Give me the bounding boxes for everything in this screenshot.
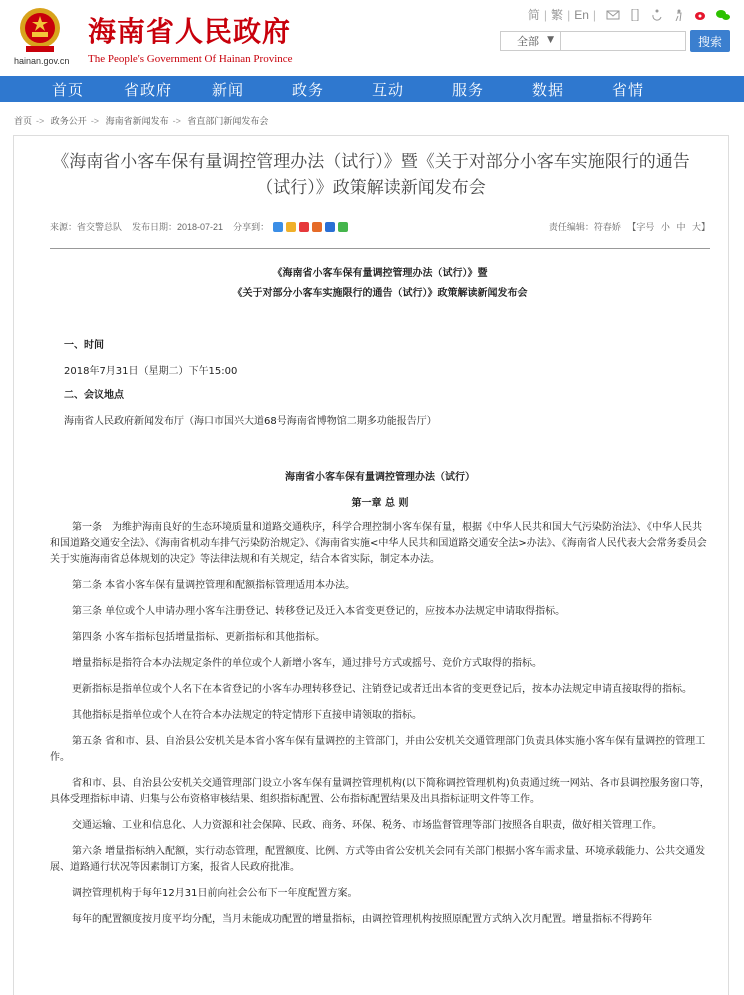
national-emblem-icon (18, 6, 62, 54)
chapter-title: 第一章 总 则 (351, 498, 409, 509)
share-label: 分享到： (233, 222, 270, 232)
breadcrumb-item[interactable]: 海南省新闻发布 (105, 116, 169, 126)
time-value: 2018年7月31日（星期二）下午15:00 (64, 366, 238, 377)
domain-label: hainan.gov.cn (14, 56, 70, 66)
article-meta-right (545, 220, 710, 233)
article-meta (50, 220, 710, 234)
search-input[interactable] (560, 31, 686, 51)
share-tencent-icon[interactable] (299, 222, 309, 232)
law-title: 海南省小客车保有量调控管理办法（试行） (285, 472, 475, 483)
top-links: 简 | 繁 | En | (528, 6, 730, 23)
nav-interaction[interactable]: 互动 (371, 80, 404, 99)
english-link[interactable]: En (574, 7, 589, 22)
share-wechat-icon[interactable] (338, 222, 348, 232)
share-douban-icon[interactable] (312, 222, 322, 232)
paragraph: 更新指标是指单位或个人名下在本省登记的小客车办理转移登记、注销登记或者迁出本省的变更登记后，按本办法规定申请直接取得的指标。 (72, 684, 692, 695)
search-button[interactable]: 搜索 (690, 30, 730, 52)
weibo-icon[interactable] (694, 9, 708, 21)
divider (50, 248, 710, 249)
article-container (13, 135, 729, 995)
paragraph: 第五条 省和市、县、自治县公安机关是本省小客车保有量调控的主管部门，并由公安机关交通管理部门负责具体实施小客车保有量调控的管理工作。 (50, 736, 706, 763)
nav-government[interactable]: 省政府 (123, 80, 172, 99)
paragraph: 每年的配置额度按月度平均分配，当月未能成功配置的增量指标，由调控管理机构按照原配置方式纳入次月配置。增量指标不得跨年 (72, 914, 652, 925)
paragraph: 调控管理机构于每年12月31日前向社会公布下一年度配置方案。 (72, 888, 358, 899)
nav-data[interactable]: 数据 (531, 80, 564, 99)
paragraph: 第三条 单位或个人申请办理小客车注册登记、转移登记及迁入本省变更登记的，应按本办法规定申请取得指标。 (72, 606, 566, 617)
simplified-link[interactable]: 简 (527, 8, 540, 22)
share-qzone-icon[interactable] (273, 222, 283, 232)
wechat-icon[interactable] (716, 9, 730, 21)
paragraph: 其他指标是指单位或个人在符合本办法规定的特定情形下直接申请领取的指标。 (72, 710, 422, 721)
article-source: 来源：省交警总队 (50, 222, 123, 232)
font-large-button[interactable]: 大】 (691, 222, 710, 232)
traditional-link[interactable]: 繁 (551, 8, 564, 22)
paragraph: 第四条 小客车指标包括增量指标、更新指标和其他指标。 (72, 632, 326, 643)
article-title: 《海南省小客车保有量调控管理办法（试行）》暨《关于对部分小客车实施限行的通告（试行）》政策解读新闻发布会 (52, 152, 690, 198)
breadcrumb: 首页 -> 政务公开 -> 海南省新闻发布 -> 省直部门新闻发布会 (14, 116, 269, 126)
breadcrumb-item[interactable]: 省直部门新闻发布会 (187, 116, 269, 126)
content-heading-2: 《关于对部分小客车实施限行的通告（试行）》政策解读新闻发布会 (232, 288, 528, 299)
share-icons (273, 222, 348, 232)
paragraph: 交通运输、工业和信息化、人力资源和社会保障、民政、商务、环保、税务、市场监督管理等部门按照各自职责，做好相关管理工作。 (72, 820, 662, 831)
time-heading: 一、时间 (64, 340, 104, 351)
nav-services[interactable]: 服务 (451, 80, 484, 99)
chevron-down-icon: ▼ (547, 35, 554, 45)
share-renren-icon[interactable] (325, 222, 335, 232)
site-title[interactable]: 海南省人民政府 (88, 15, 292, 48)
nav-home[interactable]: 首页 (51, 80, 84, 99)
nav-province-info[interactable]: 省情 (611, 80, 644, 99)
nav-news[interactable]: 新闻 (211, 80, 244, 99)
phone-icon[interactable] (628, 9, 642, 21)
elder-mode-icon[interactable] (672, 9, 686, 21)
article-date: 发布日期：2018-07-21 (132, 222, 224, 232)
breadcrumb-item[interactable]: 首页 (14, 116, 33, 126)
paragraph: 省和市、县、自治县公安机关交通管理部门设立小客车保有量调控管理机构(以下简称调控管理机构)负责通过统一网站、各市县调控服务窗口等，具体受理指标申请、归集与公布资格审核结果、组织指标配置、公布指标配置结果及出具指标证明文件等工作。 (50, 778, 710, 805)
main-nav (0, 76, 744, 102)
paragraph: 增量指标是指符合本办法规定条件的单位或个人新增小客车，通过排号方式或摇号、竞价方式取得的指标。 (72, 658, 542, 669)
site-header (0, 0, 744, 76)
article-editor: 责任编辑：符春娇 (548, 222, 621, 232)
site-subtitle: The People's Government Of Hainan Province (88, 53, 293, 65)
accessibility-icon[interactable] (650, 9, 664, 21)
search-scope-select[interactable]: 全部 ▼ (500, 31, 560, 51)
paragraph: 第六条 增量指标纳入配额，实行动态管理，配置额度、比例、方式等由省公安机关会同有关部门根据小客车需求量、环境承载能力、公共交通发展、道路通行状况等因素制订方案，报省人民政府批准。 (50, 846, 706, 873)
search-bar (500, 30, 730, 52)
article-body (50, 264, 710, 928)
content-heading-1: 《海南省小客车保有量调控管理办法（试行）》暨 (272, 268, 488, 279)
font-size-label: 【字号 (627, 222, 655, 232)
font-medium-button[interactable]: 中 (676, 222, 686, 232)
paragraph: 第一条 为维护海南良好的生态环境质量和道路交通秩序，科学合理控制小客车保有量，根据《中华人民共和国大气污染防治法》、《中华人民共和国道路交通安全法》、《海南省机动车排气污染防治规定》、《海南省实施<中华人民共和国道路交通安全法>办法》、《海南省人民代表大会常务委员会关于实施海南省总体规划的决定》等法律法规和有关规定，结合本省实际，制定本办法。 (50, 522, 707, 565)
font-small-button[interactable]: 小 (660, 222, 670, 232)
share-weibo-icon[interactable] (286, 222, 296, 232)
mail-icon[interactable] (606, 9, 620, 21)
place-value: 海南省人民政府新闻发布厅（海口市国兴大道68号海南省博物馆二期多功能报告厅） (64, 416, 437, 427)
place-heading: 二、会议地点 (64, 390, 124, 401)
nav-affairs[interactable]: 政务 (291, 80, 324, 99)
paragraph: 第二条 本省小客车保有量调控管理和配额指标管理适用本办法。 (72, 580, 356, 591)
breadcrumb-item[interactable]: 政务公开 (50, 116, 87, 126)
